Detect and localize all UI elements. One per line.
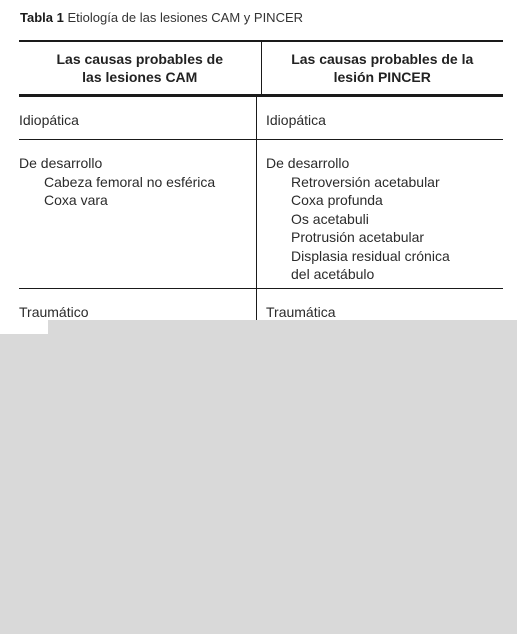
pincer-item: Coxa profunda (291, 192, 383, 208)
pincer-category: Traumática (266, 304, 336, 320)
pincer-category: Idiopática (266, 112, 326, 128)
cam-category: Idiopática (19, 112, 79, 128)
header-pincer-line2: lesión PINCER (333, 69, 431, 85)
pincer-item: Displasia residual crónica (291, 247, 450, 264)
pincer-item: del acetábulo (291, 266, 375, 282)
cam-category: De desarrollo (19, 155, 103, 171)
caption-label: Tabla 1 (20, 10, 64, 25)
cam-cell (19, 140, 257, 288)
header-cam-line1: Las causas probables de (56, 51, 224, 67)
header-pincer (262, 42, 504, 94)
table-row (19, 97, 503, 140)
cam-category: Traumático (19, 304, 89, 320)
pincer-cell (257, 140, 503, 288)
cam-item: Cabeza femoral no esférica (44, 173, 216, 190)
table-row (19, 140, 503, 289)
pincer-cell (257, 97, 503, 139)
loading-overlay (0, 320, 517, 634)
pincer-item: Protrusión acetabular (291, 229, 425, 245)
overlay-notch (0, 320, 48, 334)
table-caption (20, 10, 303, 25)
cam-item: Coxa vara (44, 192, 108, 208)
header-cam (19, 42, 262, 94)
header-pincer-line1: Las causas probables de la (291, 51, 474, 67)
pincer-item: Os acetabuli (291, 210, 369, 227)
header-cam-line2: las lesiones CAM (82, 69, 198, 85)
cam-cell (19, 97, 257, 139)
pincer-category: De desarrollo (266, 155, 350, 171)
caption-text: Etiología de las lesiones CAM y PINCER (67, 10, 304, 25)
table-header (19, 42, 503, 97)
pincer-item: Retroversión acetabular (291, 173, 440, 190)
